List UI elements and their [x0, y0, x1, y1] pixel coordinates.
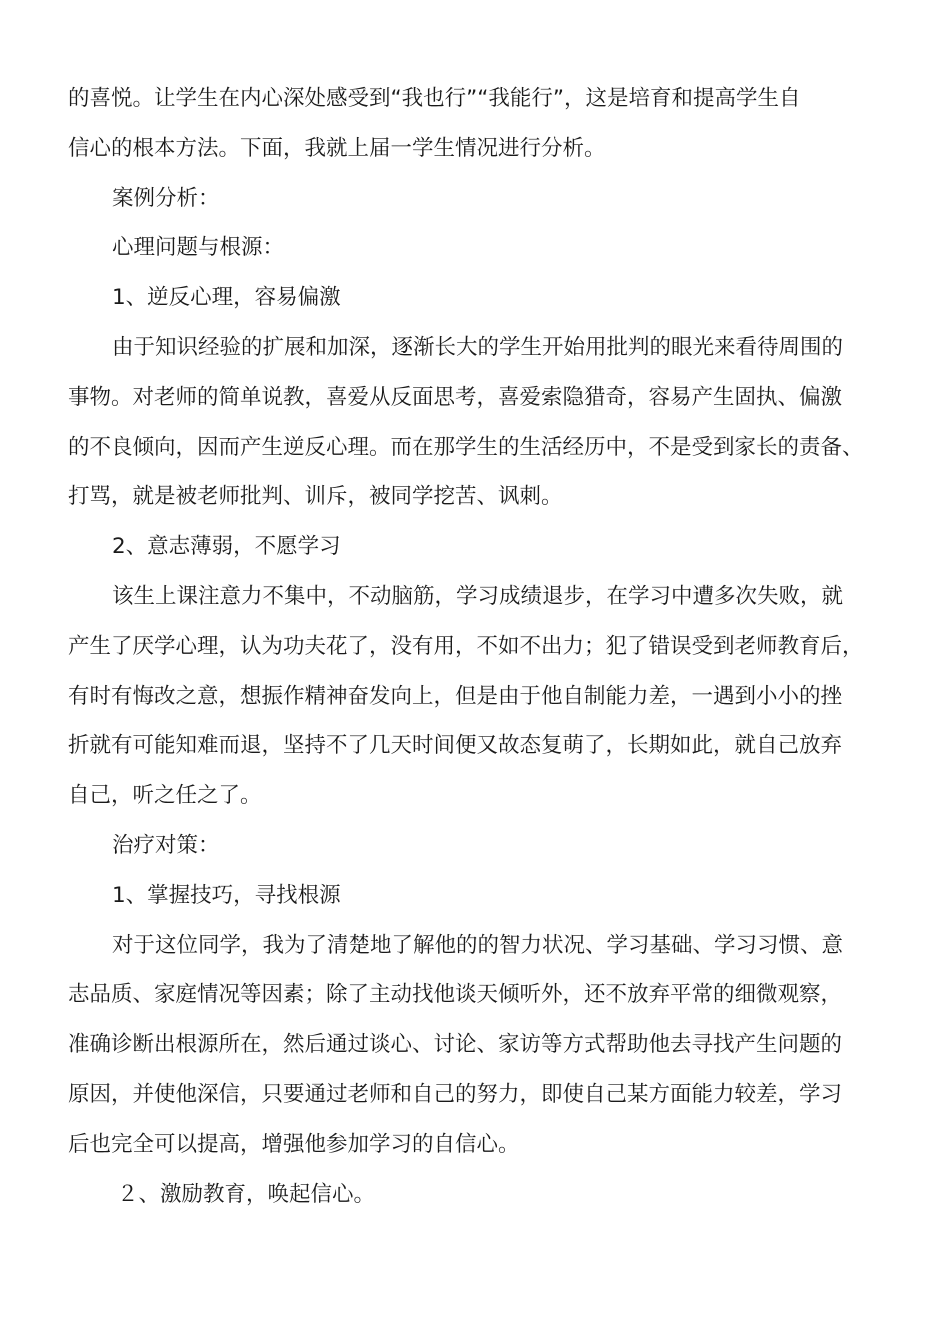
subheading-1: 1、逆反心理，容易偏激	[112, 285, 341, 311]
paragraph-line: 信心的根本方法。下面，我就上届一学生情况进行分析。	[68, 135, 606, 161]
paragraph-line: 的喜悦。让学生在内心深处感受到“我也行”“我能行”，这是培育和提高学生自	[68, 86, 801, 111]
paragraph-line: 产生了厌学心理，认为功夫花了，没有用，不如不出力；犯了错误受到老师教育后，	[68, 633, 864, 659]
document-page	[68, 74, 878, 1219]
paragraph-line: 原因，并使他深信，只要通过老师和自己的努力，即使自己某方面能力较差，学习	[68, 1081, 843, 1107]
paragraph-line: 有时有悔改之意，想振作精神奋发向上，但是由于他自制能力差，一遇到小小的挫	[68, 683, 843, 709]
paragraph-line: 准确诊断出根源所在，然后通过谈心、讨论、家访等方式帮助他去寻找产生问题的	[68, 1032, 843, 1058]
section-heading-treatment: 治疗对策：	[112, 832, 220, 858]
paragraph-line: 由于知识经验的扩展和加深，逐渐长大的学生开始用批判的眼光来看待周围的	[112, 334, 844, 360]
paragraph-line: 事物。对老师的简单说教，喜爱从反面思考，喜爱索隐猎奇，容易产生固执、偏激	[68, 384, 843, 410]
paragraph-line: 志品质、家庭情况等因素；除了主动找他谈天倾听外，还不放弃平常的细微观察，	[68, 982, 843, 1008]
subheading-4: ２、激励教育，唤起信心。	[117, 1181, 376, 1207]
paragraph-line: 该生上课注意力不集中，不动脑筋，学习成绩退步，在学习中遭多次失败，就	[112, 583, 844, 609]
section-heading-case-analysis: 案例分析：	[112, 185, 220, 211]
paragraph-line: 的不良倾向，因而产生逆反心理。而在那学生的生活经历中，不是受到家长的责备、	[68, 434, 864, 460]
paragraph-line: 折就有可能知难而退，坚持不了几天时间便又故态复萌了，长期如此，就自己放弃	[68, 733, 843, 759]
subheading-3: 1、掌握技巧，寻找根源	[112, 882, 341, 908]
subheading-2: 2、意志薄弱，不愿学习	[112, 534, 341, 560]
paragraph-line: 打骂，就是被老师批判、训斥，被同学挖苦、讽刺。	[68, 484, 563, 510]
paragraph-line: 后也完全可以提高，增强他参加学习的自信心。	[68, 1131, 520, 1157]
paragraph-line: 对于这位同学，我为了清楚地了解他的的智力状况、学习基础、学习习惯、意	[112, 932, 844, 958]
section-heading-psych-issues: 心理问题与根源：	[112, 235, 285, 261]
paragraph-line: 自己，听之任之了。	[68, 783, 262, 809]
